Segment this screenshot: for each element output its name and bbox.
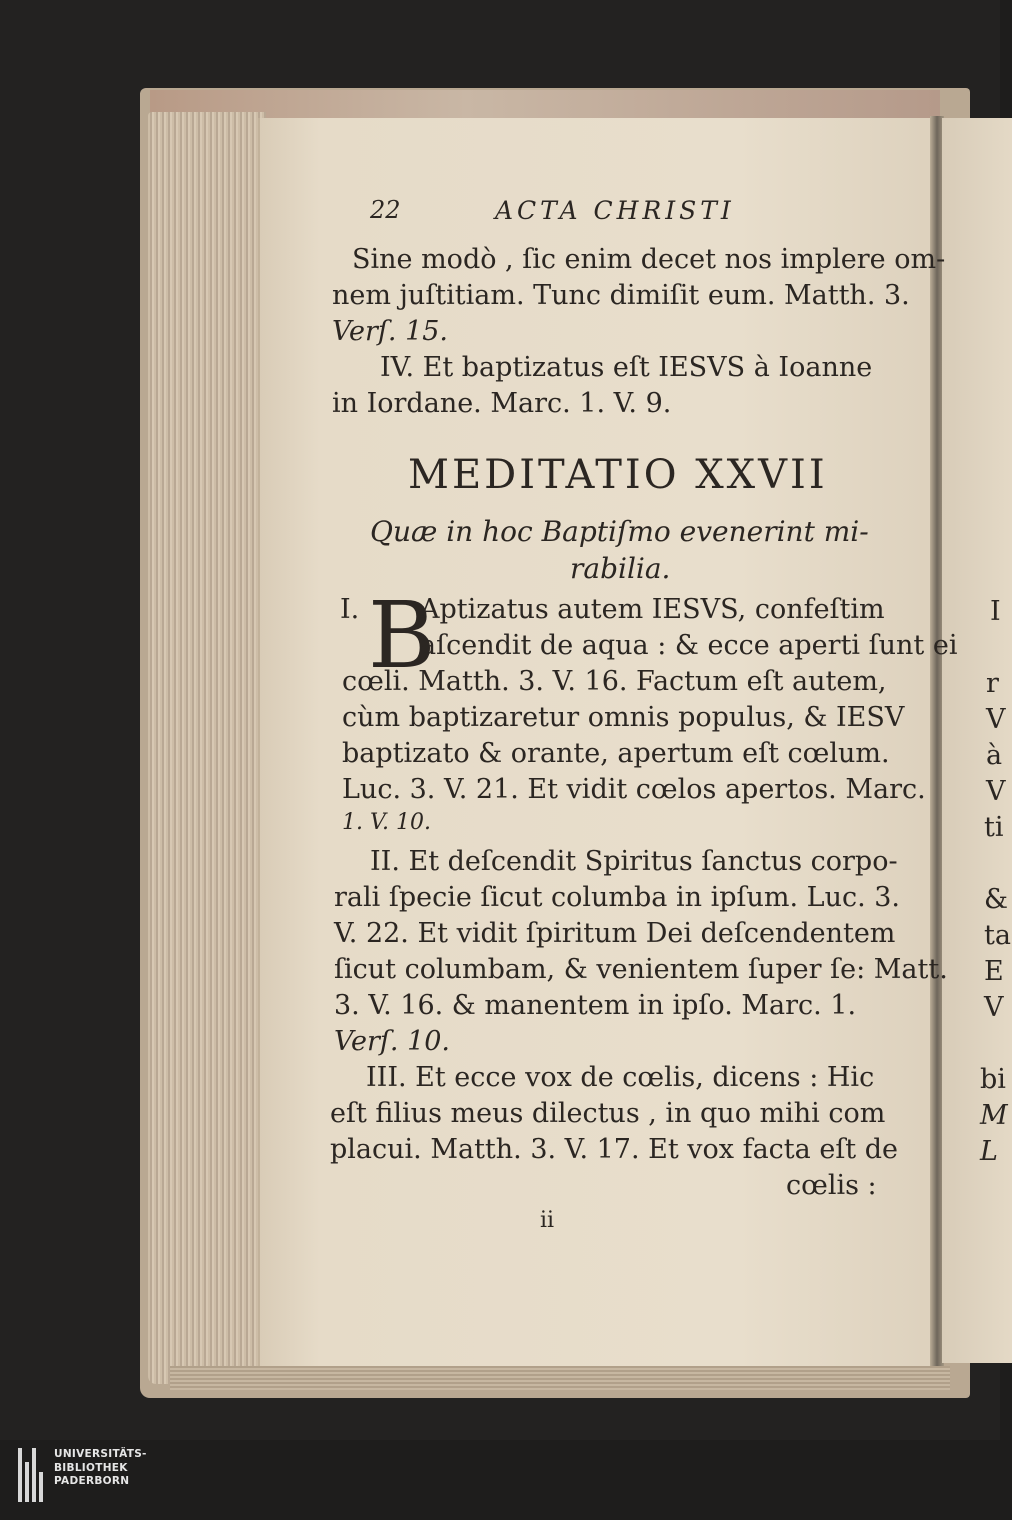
section-number: I. [340, 594, 360, 625]
library-logo-text [54, 1448, 147, 1489]
facing-page-fragment: à [986, 740, 1003, 771]
drop-capital: B [368, 582, 436, 689]
facing-page-fragment: V [986, 704, 1006, 735]
facing-page-fragment: I [990, 596, 1001, 627]
library-logo-line: UNIVERSITÄTS- [54, 1448, 147, 1460]
facing-page-fragment: r [986, 668, 999, 699]
body-line: Verſ. 10. [334, 1026, 451, 1057]
facing-page-fragment: V [984, 992, 1004, 1023]
page-edges [148, 112, 266, 1384]
facing-page-fragment: V [986, 776, 1006, 807]
facing-page-fragment: E [984, 956, 1004, 987]
facing-page-fragment: M [980, 1100, 1008, 1131]
running-title: ACTA CHRISTI [495, 196, 735, 225]
body-line: cùm baptizaretur omnis populus, & IESV [342, 702, 905, 733]
body-line: II. Et deſcendit Spiritus ſanctus corpo- [370, 846, 898, 877]
body-line: 3. V. 16. & manentem in ipſo. Marc. 1. [334, 990, 857, 1021]
body-line: rali ſpecie ſicut columba in ipſum. Luc. 3. [334, 882, 901, 913]
facing-page-fragment: ti [984, 812, 1004, 843]
body-line: eſt filius meus dilectus , in quo mihi com [330, 1098, 886, 1129]
library-logo-line: PADERBORN [54, 1475, 130, 1487]
facing-page-fragment: L [980, 1136, 998, 1167]
body-line: V. 22. Et vidit ſpiritum Dei deſcendentem [334, 918, 896, 949]
signature-mark: ii [540, 1208, 555, 1233]
facing-page-fragment: ta [984, 920, 1011, 951]
body-line: Luc. 3. V. 21. Et vidit cœlos apertos. Marc. [342, 774, 926, 805]
library-logo [18, 1448, 198, 1508]
body-line: Aptizatus autem IESVS, confeſtim [420, 594, 885, 625]
body-line: IV. Et baptizatus eſt IESVS à Ioanne [380, 352, 873, 383]
library-logo-line: BIBLIOTHEK [54, 1461, 128, 1474]
body-line: Verſ. 15. [332, 316, 449, 347]
meditation-subtitle: Quæ in hoc Baptiſmo evenerint mi- [370, 515, 869, 548]
bottom-page-edges [170, 1366, 950, 1390]
body-line: Sine modò , ſic enim decet nos implere om- [352, 244, 946, 275]
body-line: placui. Matth. 3. V. 17. Et vox facta eſt de [330, 1134, 899, 1165]
meditation-title: MEDITATIO XXVII [408, 452, 828, 498]
book-cover-top-edge [150, 90, 940, 118]
body-line: in Iordane. Marc. 1. V. 9. [332, 388, 672, 419]
body-line: baptizato & orante, apertum eſt cœlum. [342, 738, 890, 769]
body-line: ſicut columbam, & venientem ſuper ſe: Matt. [334, 954, 948, 985]
body-line: cœli. Matth. 3. V. 16. Factum eſt autem, [342, 666, 887, 697]
body-line: III. Et ecce vox de cœlis, dicens : Hic [366, 1062, 875, 1093]
body-line: aſcendit de aqua : & ecce aperti ſunt ei [420, 630, 958, 661]
facing-page-fragment: bi [980, 1064, 1006, 1095]
library-logo-icon [18, 1448, 48, 1502]
facing-page-fragment: & [984, 884, 1009, 915]
page-header [370, 196, 830, 236]
body-line: nem juſtitiam. Tunc dimiſit eum. Matth. 3. [332, 280, 910, 311]
body-line: cœlis : [786, 1170, 877, 1201]
body-line: 1. V. 10. [342, 810, 431, 835]
meditation-subtitle-continued: rabilia. [570, 552, 671, 585]
page-number: 22 [370, 196, 401, 224]
